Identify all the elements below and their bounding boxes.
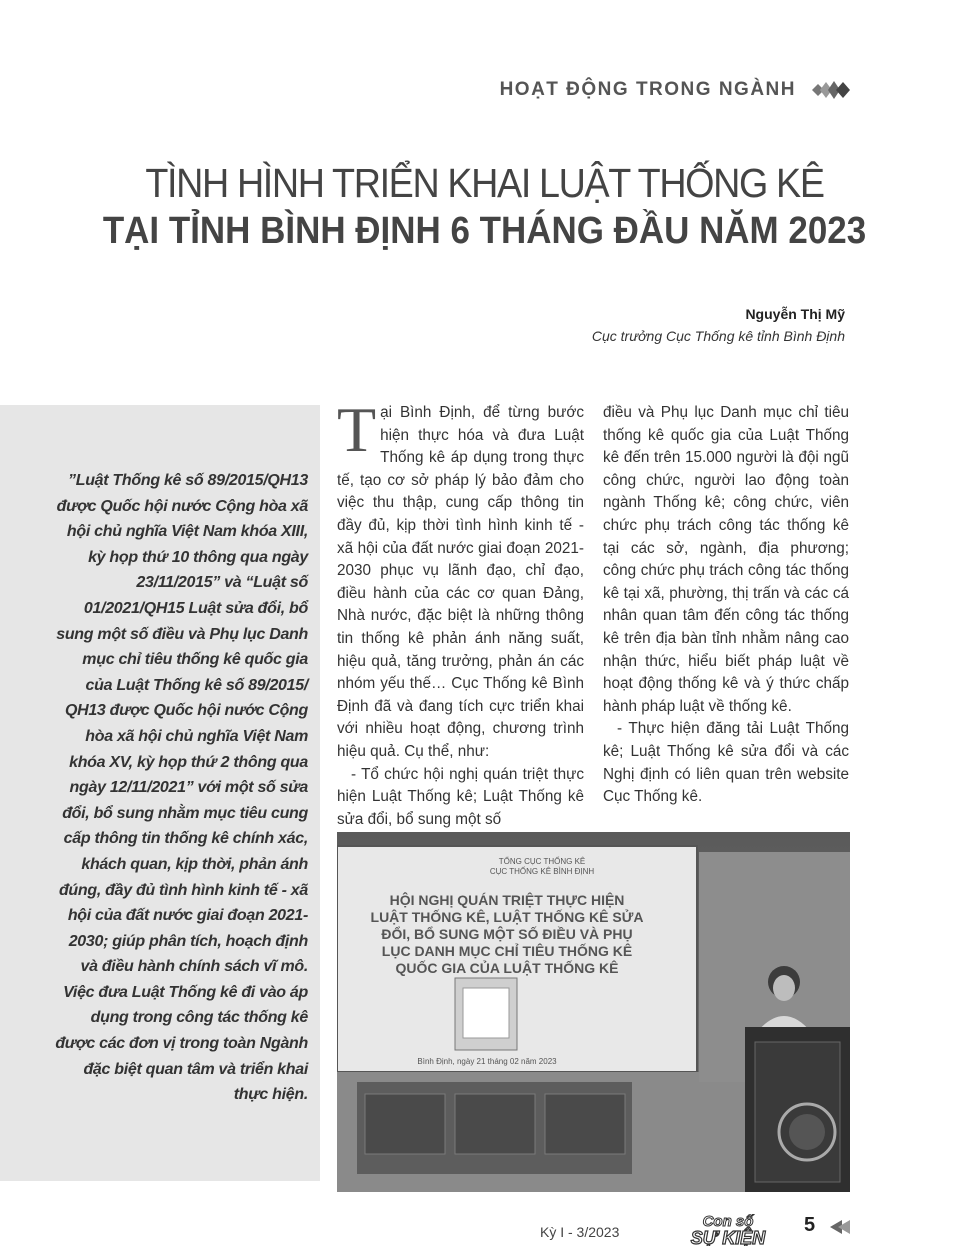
screen-title-line1: HỘI NGHỊ QUÁN TRIỆT THỰC HIỆN [389,892,625,908]
article-title-line2: TẠI TỈNH BÌNH ĐỊNH 6 THÁNG ĐẦU NĂM 2023 [102,210,867,252]
screen-title-line4: LỤC DANH MỤC CHỈ TIÊU THỐNG KÊ [381,943,633,959]
section-header [500,78,851,102]
magazine-logo-line1: Con số [702,1213,754,1230]
screen-title-line5: QUỐC GIA CỦA LUẬT THỐNG KÊ [395,960,619,976]
diamond-ornament-icon [806,78,851,102]
body-paragraph: điều và Phụ lục Danh mục chỉ tiêu thống kê quốc gia của Luật Thống kê đến trên 15.000 người là đội ngũ công chức, người lao động toàn ngành Thống kê; công chức, viên chức phụ trách công tác thống kê tại các sở, ngành, địa phương; công chức phụ trách công tác thống kê tại xã, phường, thị trấn và các cá nhân quan tâm đến công tác thống kê trên địa bàn tỉnh nhằm nâng cao nhận thức, hiểu biết pháp luật về hoạt động thống kê và ý thức chấp hành pháp luật về thống kê. [603,404,849,715]
page-number: 5 [804,1214,816,1236]
body-paragraph: ại Bình Định, để từng bước hiện thực hóa và đưa Luật Thống kê áp dụng trong thực tế, tạo cơ sở pháp lý bảo đảm cho việc thu thập, cung cấp thông tin đầy đủ, kịp thời tình hình kinh tế - xã hội của đất nước giai đoạn 2021-2030 phục vụ lãnh đạo, chỉ đạo, điều hành của các cơ quan Đảng, Nhà nước, đặc biệt là những thông tin thống kê phản ánh năng suất, hiệu quả, tăng trưởng, phản án các nhóm yếu thế… Cục Thống kê Bình Định đã và đang tích cực triển khai với nhiều hoạt động, chương trình hiệu quả. Cụ thể, như: [337,404,584,760]
pull-quote: ”Luật Thống kê số 89/2015/QH13 được Quốc hội nước Cộng hòa xã hội chủ nghĩa Việt Nam khóa XIII, kỳ họp thứ 10 thông qua ngày 23/11/2015” và “Luật số 01/2021/QH15 Luật sửa đổi, bổ sung một số điều và Phụ lục Danh mục chỉ tiêu thống kê quốc gia của Luật Thống kê số 89/2015/ QH13 được Quốc hội nước Cộng hòa xã hội chủ nghĩa Việt Nam khóa XV, kỳ họp thứ 2 thông qua ngày 12/11/2021” với một số sửa đổi, bổ sung nhằm mục tiêu cung cấp thông tin thống kê chính xác, khách quan, kịp thời, phản ánh đúng, đầy đủ tình hình kinh tế - xã hội của đất nước giai đoạn 2021-2030; giúp phân tích, hoạch định và điều hành chính sách vĩ mô. Việc đưa Luật Thống kê đi vào áp dụng trong công tác thống kê được các đơn vị trong toàn Ngành đặc biệt quan tâm và triển khai thực hiện. [55,472,308,1104]
screen-org1: TỔNG CỤC THỐNG KÊ [498,857,586,866]
dropcap: T [337,394,377,465]
screen-date: Bình Định, ngày 21 tháng 02 năm 2023 [417,1057,557,1066]
screen-org2: CỤC THỐNG KÊ BÌNH ĐỊNH [489,867,595,876]
author-role: Cục trưởng Cục Thống kê tỉnh Bình Định [591,328,845,344]
screen-title-line3: ĐỔI, BỔ SUNG MỘT SỐ ĐIỀU VÀ PHỤ [381,926,633,942]
body-paragraph: - Tổ chức hội nghị quán triệt thực hiện Luật Thống kê; Luật Thống kê sửa đổi, bổ sung một số [337,765,584,828]
magazine-logo [672,1212,784,1246]
section-header-label: HOẠT ĐỘNG TRONG NGÀNH [499,79,796,100]
screen-title-line2: LUẬT THỐNG KÊ, LUẬT THỐNG KÊ SỬA [370,909,644,925]
issue-label: Kỳ I - 3/2023 [540,1224,620,1240]
body-paragraph: - Thực hiện đăng tải Luật Thống kê; Luật Thống kê sửa đổi và các Nghị định có liên quan trên website Cục Thống kê. [603,720,849,806]
conference-photo-illustration [337,832,850,1192]
arrow-left-icon [830,1219,852,1235]
article-title-line1: TÌNH HÌNH TRIỂN KHAI LUẬT THỐNG KÊ [145,160,824,206]
author-name: Nguyễn Thị Mỹ [745,306,845,322]
magazine-logo-line2: SỰ KIỆN [690,1228,766,1246]
conference-photo [337,832,850,1192]
body-column-1 [337,394,584,831]
body-column-2 [603,402,849,809]
